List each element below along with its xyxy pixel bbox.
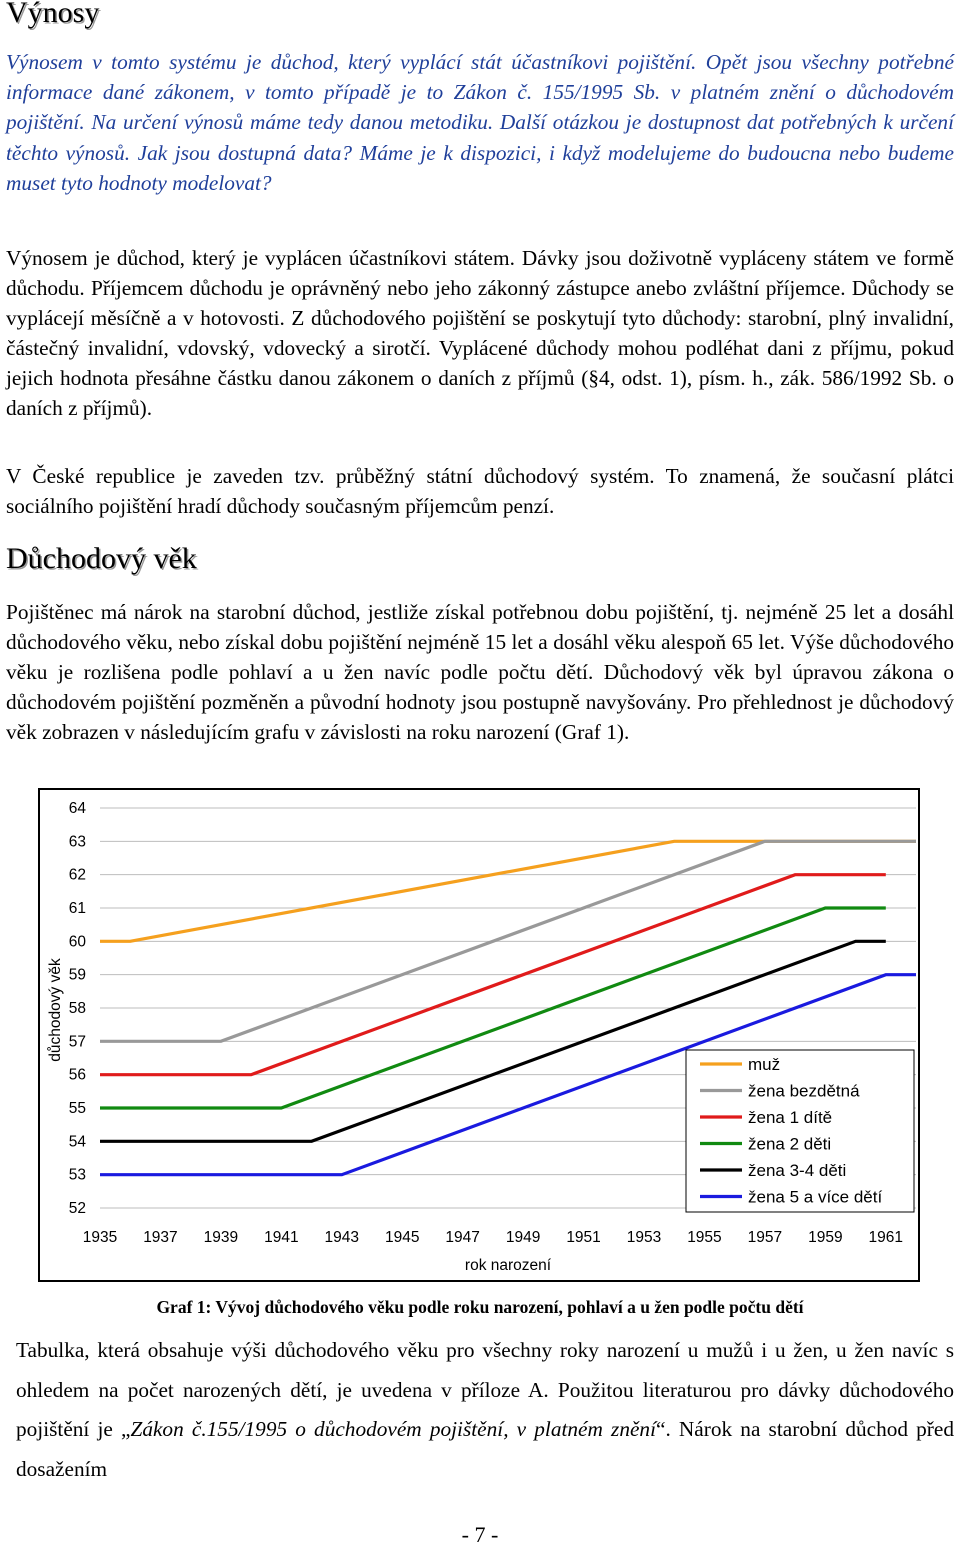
x-tick-label: 1953 [626,1229,662,1246]
body-paragraph-tabulka [16,1331,954,1489]
y-tick-label: 64 [68,800,86,817]
y-tick-label: 56 [68,1066,86,1084]
retirement-age-chart [38,788,920,1282]
x-tick-label: 1937 [143,1229,178,1246]
x-tick-label: 1935 [82,1229,118,1246]
x-tick-label: 1961 [868,1229,904,1246]
body-paragraph-system: V České republice je zaveden tzv. průběžný státní důchodový systém. To znamená, že současní plátci sociálního pojištění hradí důchody současným příjemcům penzí. [6,464,954,518]
y-axis-title: důchodový věk [47,958,64,1062]
paragraph-text-part: Tabulka, která obsahuje výši důchodového věku pro všechny roky narození u mužů i u žen, u žen navíc s ohledem na počet narozených dětí, je uvedena v příloze A. Použitou literaturou pro dávky důchodového pojištění je „ [16,1338,954,1441]
legend-entry: žena 5 a více dětí [748,1187,883,1207]
y-tick-label: 63 [68,833,86,851]
series-line [100,841,916,941]
y-tick-label: 58 [68,1000,86,1017]
legend-entry: žena 2 děti [748,1134,832,1154]
y-tick-label: 59 [68,966,86,984]
x-tick-label: 1951 [566,1229,601,1246]
y-tick-label: 52 [68,1200,86,1217]
intro-paragraph: Výnosem v tomto systému je důchod, který vyplácí stát účastníkovi pojištění. Opět jsou všechny potřebné informace dané zákonem, v tomto případě je to Zákon č. 155/1995 Sb. v platném znění o důchodovém pojištění. Na určení výnosů máme tedy danou metodiku. Další otázkou je dostupnost dat potřebných k určení těchto výnosů. Jak jsou dostupná data? Máme je k dispozici, i když modelujeme do budoucna nebo budeme muset tyto hodnoty modelovat? [6,50,954,195]
y-tick-label: 54 [68,1133,86,1151]
law-citation: Zákon č.155/1995 o důchodovém pojištění, v platném znění [130,1417,656,1441]
x-tick-label: 1955 [687,1229,722,1246]
y-tick-labels [69,800,87,1217]
x-tick-label: 1945 [384,1229,420,1246]
legend-entry: muž [748,1055,781,1074]
x-tick-label: 1941 [264,1229,299,1246]
y-tick-label: 62 [68,866,86,884]
x-tick-label: 1949 [505,1229,541,1246]
x-tick-label: 1947 [445,1229,480,1246]
x-tick-label: 1939 [203,1229,239,1246]
y-tick-label: 55 [68,1100,86,1117]
x-tick-label: 1957 [747,1229,783,1246]
legend [686,1050,914,1212]
y-tick-label: 53 [68,1166,86,1184]
x-tick-label: 1959 [808,1229,843,1246]
section-heading-vynosy: Výnosy [6,0,100,29]
legend-entry: žena 1 dítě [748,1108,833,1127]
legend-entry: žena bezdětná [748,1081,860,1101]
y-tick-label: 60 [68,933,86,951]
y-tick-label: 61 [68,900,86,917]
y-tick-label: 57 [68,1033,86,1051]
x-tick-labels [83,1229,903,1246]
body-paragraph-duchodovy-vek: Pojištěnec má nárok na starobní důchod, jestliže získal potřebnou dobu pojištění, tj. nejméně 25 let a dosáhl důchodového věku, nebo získal dobu pojištění nejméně 15 let a dosáhl věku alespoň 65 let. Výše důchodového věku je rozlišena podle pohlaví a u žen navíc podle počtu dětí. Důchodový věk byl úpravou zákona o důchodovém pojištění pozměněn a původní hodnoty jsou postupně navyšovány. Pro přehlednost je důchodový věk zobrazen v následujícím grafu v závislosti na roku narození (Graf 1). [6,600,954,744]
paragraph-text-part: “. Nárok na starobní důchod před dosažením [16,1417,955,1481]
figure-caption: Graf 1: Vývoj důchodového věku podle roku narození, pohlaví a u žen podle počtu dětí [156,1297,804,1317]
x-axis-title: rok narození [464,1257,552,1274]
body-paragraph-vynos: Výnosem je důchod, který je vyplácen účastníkovi státem. Dávky jsou doživotně vypláceny státem ve formě důchodu. Příjemcem důchodu je oprávněný nebo jeho zákonný zástupce anebo zvláštní příjemce. Důchody se vyplácejí měsíčně a v hotovosti. Z důchodového pojištění se poskytují tyto důchody: starobní, plný invalidní, částečný invalidní, vdovský, vdovecký a sirotčí. Vyplácené důchody mohou podléhat dani z příjmu, pokud jejich hodnota přesáhne částku danou zákonem o daních z příjmů (§4, odst. 1), písm. h., zák. 586/1992 Sb. o daních z příjmů). [6,246,954,420]
page-number: - 7 - [461,1522,499,1547]
x-tick-label: 1943 [324,1229,360,1246]
legend-entry: žena 3-4 děti [748,1161,847,1180]
section-heading-duchodovy-vek: Důchodový věk [6,542,197,575]
chart-svg [40,790,922,1284]
